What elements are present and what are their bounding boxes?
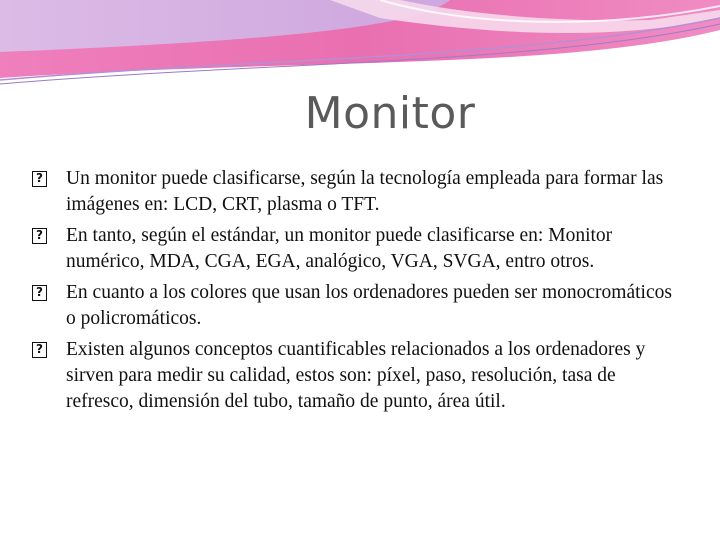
- bullet-placeholder-icon: ?: [32, 228, 47, 244]
- bullet-text: Un monitor puede clasificarse, según la tecnología empleada para formar las imágenes en: LCD, CRT, plasma o TFT.: [66, 168, 664, 215]
- slide-title: Monitor: [304, 88, 476, 139]
- bullet-item: [30, 223, 680, 275]
- bullet-item: [30, 337, 680, 415]
- bullet-item: [30, 166, 680, 218]
- header-decoration: [0, 0, 720, 90]
- bullet-placeholder-icon: ?: [32, 285, 47, 301]
- bullet-placeholder-icon: ?: [32, 342, 47, 358]
- bullet-text: En tanto, según el estándar, un monitor puede clasificarse en: Monitor numérico, MDA, CGA, EGA, analógico, VGA, SVGA, entro otros.: [66, 225, 613, 272]
- bullet-text: En cuanto a los colores que usan los ordenadores pueden ser monocromáticos o policromáticos.: [66, 282, 672, 329]
- bullet-placeholder-icon: ?: [32, 171, 47, 187]
- bullet-text: Existen algunos conceptos cuantificables relacionados a los ordenadores y sirven para medir su calidad, estos son: píxel, paso, resolución, tasa de refresco, dimensión del tubo, tamaño de punto, área útil.: [66, 339, 646, 412]
- bullet-item: [30, 280, 680, 332]
- bullet-list: [30, 166, 680, 420]
